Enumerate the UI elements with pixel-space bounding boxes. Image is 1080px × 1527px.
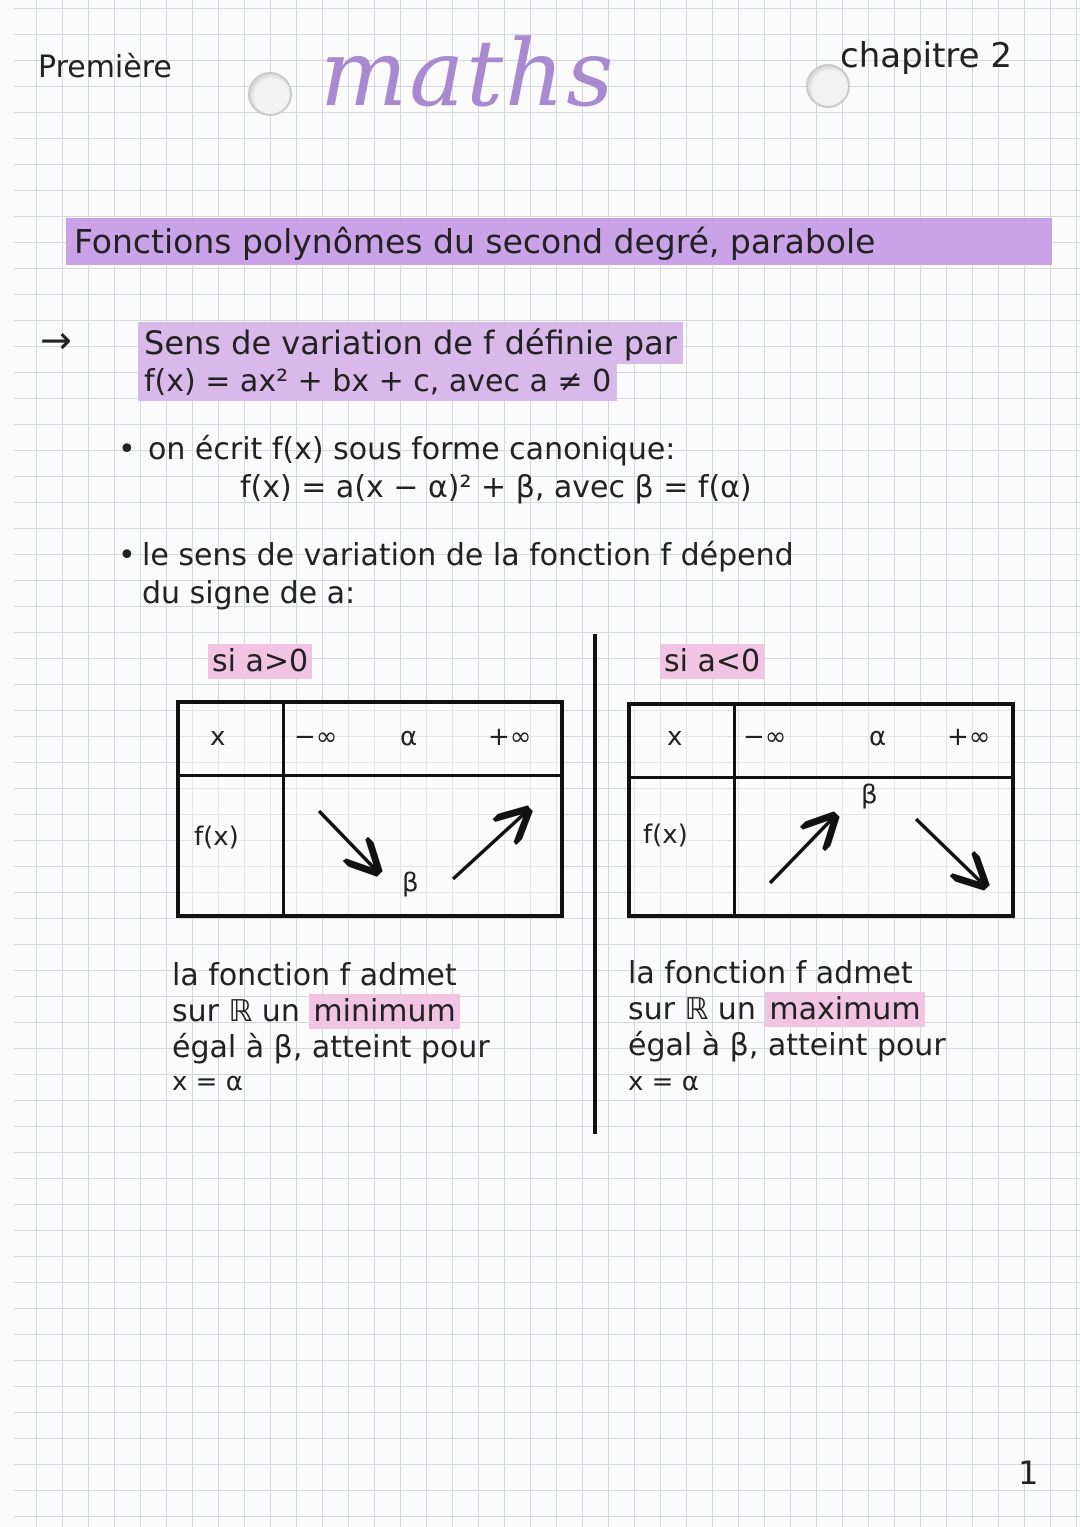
conclusion-left-line4: x = α	[172, 1067, 243, 1097]
section-title: Fonctions polynômes du second degré, parabole	[66, 218, 1052, 265]
conclusion-left-line3: égal à β, atteint pour	[172, 1030, 490, 1065]
page-title: maths	[320, 20, 616, 127]
variation-table-right	[627, 702, 1015, 918]
subsection-line1: Sens de variation de f définie par	[138, 322, 683, 364]
decreasing-arrow	[319, 811, 375, 869]
conclusion-right-prefix: sur ℝ un	[628, 992, 756, 1027]
f-label: f(x)	[643, 820, 688, 850]
x-label: x	[667, 722, 683, 752]
conclusion-left-line1: la fonction f admet	[172, 958, 457, 993]
binder-hole-left	[248, 72, 292, 116]
level-label: Première	[38, 50, 172, 85]
column-divider	[593, 634, 597, 1134]
arrow-icon: →	[40, 318, 72, 362]
bullet-2-line1: le sens de variation de la fonction f dépend	[142, 538, 794, 573]
x-value-minus-inf: −∞	[294, 722, 338, 752]
chapter-label: chapitre 2	[840, 36, 1013, 76]
condition-right: si a<0	[660, 644, 764, 679]
x-value-plus-inf: +∞	[488, 722, 532, 752]
minimum-keyword: minimum	[309, 994, 459, 1029]
bullet-1-line1: on écrit f(x) sous forme canonique:	[148, 432, 676, 467]
x-value-alpha: α	[869, 722, 887, 752]
condition-left: si a>0	[208, 644, 312, 679]
decreasing-arrow	[916, 819, 982, 883]
bullet-2-line2: du signe de a:	[142, 576, 356, 611]
conclusion-right-line3: égal à β, atteint pour	[628, 1028, 946, 1063]
increasing-arrow	[770, 819, 832, 883]
increasing-arrow	[453, 813, 525, 879]
bullet-dot: •	[118, 538, 136, 573]
variation-arrows	[285, 777, 560, 914]
conclusion-right-line2	[628, 992, 925, 1028]
bullet-dot: •	[118, 432, 136, 467]
page-number: 1	[1018, 1454, 1039, 1492]
conclusion-left-prefix: sur ℝ un	[172, 994, 300, 1029]
x-value-alpha: α	[400, 722, 418, 752]
x-label: x	[210, 722, 226, 752]
conclusion-left-line2	[172, 994, 460, 1030]
extremum-beta: β	[861, 780, 878, 810]
x-value-minus-inf: −∞	[743, 722, 787, 752]
conclusion-right-line1: la fonction f admet	[628, 956, 913, 991]
maximum-keyword: maximum	[765, 992, 924, 1027]
page-margin	[0, 0, 14, 1527]
variation-table-left	[176, 700, 564, 918]
conclusion-right-line4: x = α	[628, 1067, 699, 1097]
extremum-beta: β	[402, 868, 419, 898]
subsection-line2: f(x) = ax² + bx + c, avec a ≠ 0	[138, 362, 617, 401]
canonical-formula: f(x) = a(x − α)² + β, avec β = f(α)	[240, 470, 752, 505]
f-label: f(x)	[194, 822, 239, 852]
x-value-plus-inf: +∞	[947, 722, 991, 752]
